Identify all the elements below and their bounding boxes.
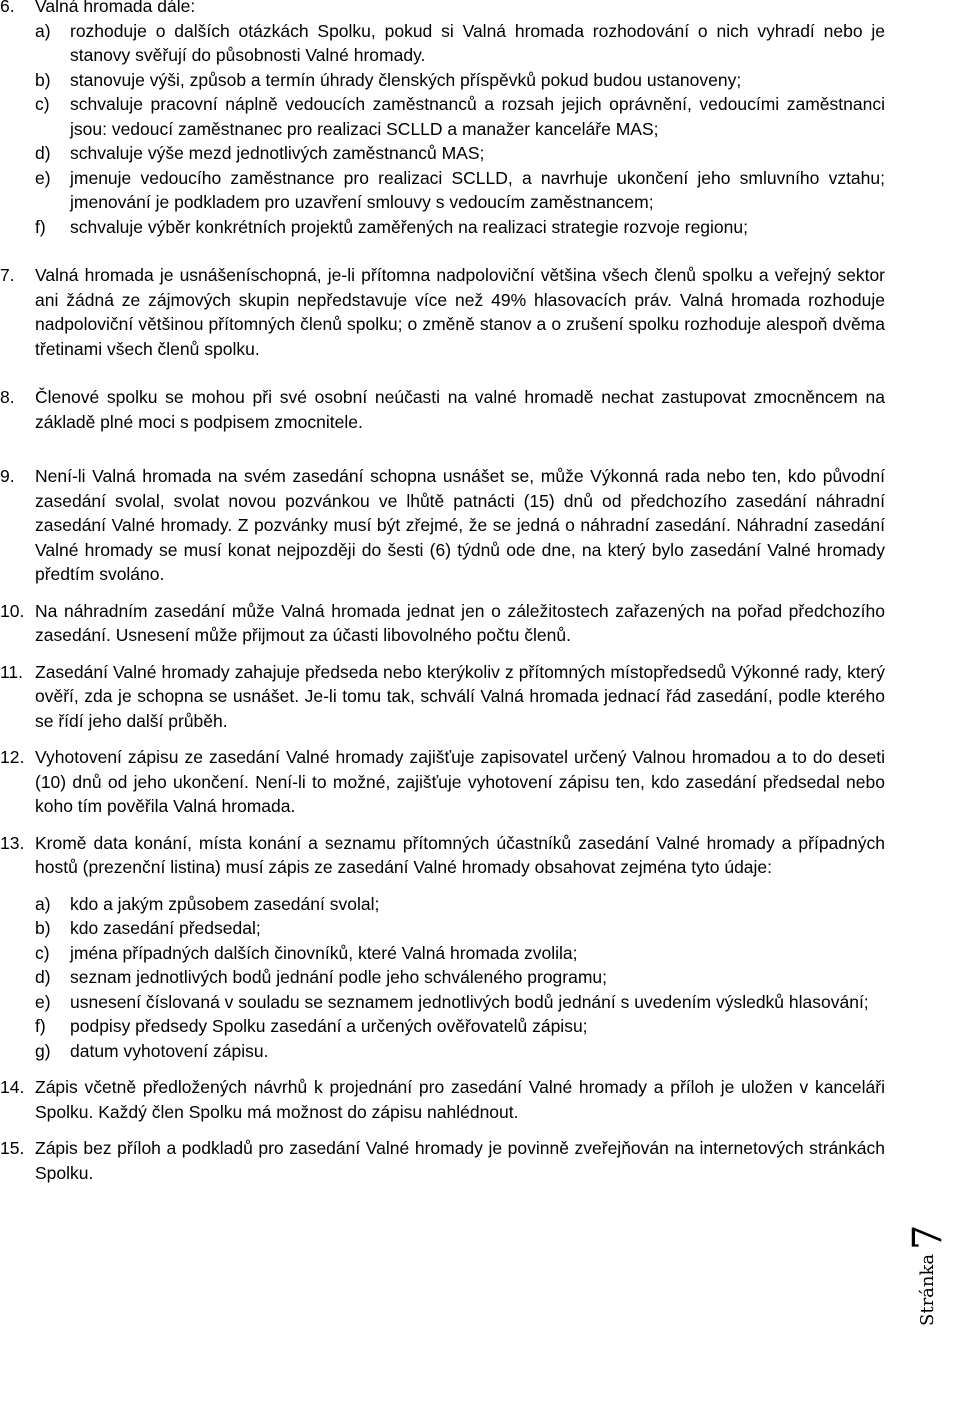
section-number: 13. [0, 832, 25, 853]
sub-label: c) [35, 942, 50, 963]
sub-item-c [35, 941, 885, 966]
section-8 [0, 385, 885, 434]
section-number: 6. [0, 0, 15, 16]
section-text: Valná hromada je usnášeníschopná, je-li přítomna nadpoloviční většina všech členů spolku a veřejný sektor ani žádná ze zájmových skupin nepředstavuje více než 49% hlasovacích práv. Valná hromada rozhoduje nadpoloviční většinou přítomných členů spolku; o změně stanov a o zrušení spolku rozhoduje alespoň dvěma třetinami všech členů spolku. [35, 265, 885, 359]
sub-item-e [35, 166, 885, 215]
sub-text: jmenuje vedoucího zaměstnance pro realizaci SCLLD, a navrhuje ukončení jeho smluvního vztahu; jmenování je podkladem pro uzavření smlouvy s vedoucím zaměstnancem; [70, 167, 885, 212]
section-text: Zápis včetně předložených návrhů k projednání pro zasedání Valné hromady a příloh je uložen v kanceláři Spolku. Každý člen Spolku má možnost do zápisu nahlédnout. [35, 1077, 885, 1122]
section-6 [0, 0, 885, 239]
section-9 [0, 464, 885, 587]
section-10 [0, 599, 885, 648]
section-text: Zasedání Valné hromady zahajuje předseda nebo kterýkoliv z přítomných místopředsedů Výkonné rady, který ověří, zda je schopna se usnášet. Je-li tomu tak, schválí Valná hromada jednací řád zasedání, podle kterého se řídí jeho další průběh. [35, 661, 885, 731]
sub-label: f) [35, 216, 46, 237]
section-number: 10. [0, 600, 25, 621]
sub-label: f) [35, 1016, 46, 1036]
section-text: Není-li Valná hromada na svém zasedání schopna usnášet se, může Výkonná rada nebo ten, kdo původní zasedání svolal, svolat novou pozvánkou ve lhůtě patnácti (15) dnů od předchozího zasedání náhradní zasedání Valné hromady. Z pozvánky musí být zřejmé, že se jedná o náhradní zasedání. Náhradní zasedání Valné hromady se musí konat nejpozději do šesti (6) týdnů ode dne, na který bylo zasedání Valné hromady předtím svoláno. [35, 466, 885, 584]
sub-item-g [35, 1039, 885, 1064]
sub-item-a [35, 892, 885, 917]
sub-text: rozhoduje o dalších otázkách Spolku, pokud si Valná hromada rozhodování o nich vyhradí nebo je stanovy svěřují do působnosti Valné hromady. [70, 20, 885, 65]
section-text: Valná hromada dále: [35, 0, 196, 16]
section-14 [0, 1075, 885, 1124]
sub-item-a [35, 19, 885, 68]
sub-label: d) [35, 143, 51, 163]
section-number: 9. [0, 466, 15, 486]
section-number: 15. [0, 1138, 25, 1158]
page-footer [904, 1216, 952, 1326]
sub-item-d [35, 141, 885, 166]
section-text: Kromě data konání, místa konání a seznamu přítomných účastníků zasedání Valné hromady a případných hostů (prezenční listina) musí zápis ze zasedání Valné hromady obsahovat zejména tyto údaje: [35, 832, 885, 877]
sub-text: seznam jednotlivých bodů jednání podle jeho schváleného programu; [70, 967, 608, 987]
sub-item-b [35, 68, 885, 93]
sub-text: schvaluje pracovní náplně vedoucích zaměstnanců a rozsah jejich oprávnění, vedoucími zaměstnanci jsou: vedoucí zaměstnanec pro realizaci SCLLD a manažer kanceláře MAS; [70, 94, 885, 139]
section-number: 12. [0, 747, 25, 767]
section-number: 11. [0, 661, 24, 682]
sub-text: usnesení číslovaná v souladu se seznamem jednotlivých bodů jednání s uvedením výsledků hlasování; [70, 991, 869, 1012]
sub-item-b [35, 916, 885, 941]
sub-text: stanovuje výši, způsob a termín úhrady členských příspěvků pokud budou ustanoveny; [70, 69, 742, 90]
sub-label: g) [35, 1040, 51, 1061]
sub-text: podpisy předsedy Spolku zasedání a určených ověřovatelů zápisu; [70, 1016, 588, 1036]
sub-label: b) [35, 918, 51, 938]
sub-text: jména případných dalších činovníků, které Valná hromada zvolila; [70, 942, 578, 963]
section-text: Členové spolku se mohou při své osobní neúčasti na valné hromadě nechat zastupovat zmocněncem na základě plné moci s podpisem zmocnitele. [35, 387, 885, 432]
section-11 [0, 660, 885, 734]
sub-text: schvaluje výše mezd jednotlivých zaměstnanců MAS; [70, 143, 485, 163]
section-text: Na náhradním zasedání může Valná hromada jednat jen o záležitostech zařazených na pořad předchozího zasedání. Usnesení může přijmout za účasti libovolného počtu členů. [35, 600, 885, 645]
sub-label: a) [35, 20, 51, 41]
sub-item-f [35, 1014, 885, 1039]
sub-item-c [35, 92, 885, 141]
section-number: 7. [0, 265, 15, 285]
sub-text: datum vyhotovení zápisu. [70, 1040, 269, 1061]
sub-label: d) [35, 967, 51, 987]
section-15 [0, 1136, 885, 1185]
section-12 [0, 745, 885, 819]
sub-text: kdo a jakým způsobem zasedání svolal; [70, 893, 380, 914]
sub-label: a) [35, 893, 51, 914]
sub-item-f [35, 215, 885, 240]
section-13 [0, 831, 885, 1064]
section-text: Zápis bez příloh a podkladů pro zasedání Valné hromady je povinně zveřejňován na internetových stránkách Spolku. [35, 1138, 885, 1183]
section-7 [0, 263, 885, 361]
sub-text: kdo zasedání předsedal; [70, 918, 261, 938]
sub-item-d [35, 965, 885, 990]
sub-label: c) [35, 94, 50, 114]
sub-text: schvaluje výběr konkrétních projektů zaměřených na realizaci strategie rozvoje regionu; [70, 216, 748, 237]
section-number: 8. [0, 387, 15, 407]
sub-label: b) [35, 69, 51, 90]
footer-label: Stránka [916, 1253, 938, 1326]
sub-label: e) [35, 991, 51, 1012]
sub-label: e) [35, 167, 51, 188]
section-number: 14. [0, 1077, 25, 1097]
sub-item-e [35, 990, 885, 1015]
page-number: 7 [905, 1224, 951, 1250]
section-text: Vyhotovení zápisu ze zasedání Valné hromady zajišťuje zapisovatel určený Valnou hromadou a to do deseti (10) dnů od jeho ukončení. Není-li to možné, zajišťuje vyhotovení zápisu ten, kdo zasedání předsedal nebo koho tím pověřila Valná hromada. [35, 747, 885, 816]
